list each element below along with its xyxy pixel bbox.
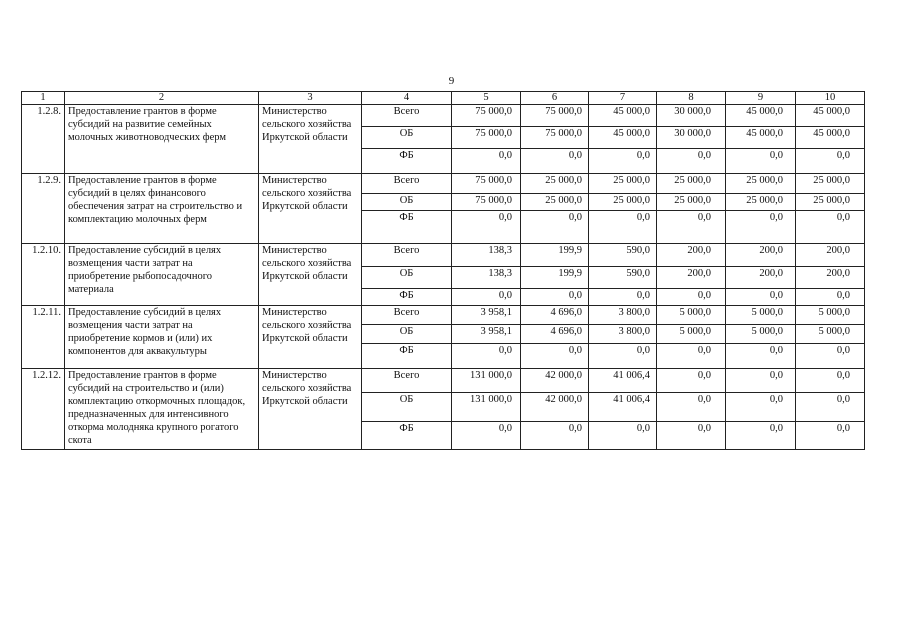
amount-cell: 0,0 <box>657 393 726 422</box>
amount-cell: 0,0 <box>726 289 796 306</box>
amount-cell: 0,0 <box>452 149 521 174</box>
amount-cell: 0,0 <box>657 369 726 393</box>
amount-cell: 0,0 <box>726 369 796 393</box>
table-row <box>22 244 865 267</box>
amount-cell: 5 000,0 <box>726 306 796 325</box>
item-name: Предоставление грантов в форме субсидий на строительство и (или) комплектацию откормочных площадок, предназначенных для интенсивного откорма молодняка крупного рогатого скота <box>65 369 259 450</box>
amount-cell: 199,9 <box>521 267 589 289</box>
funding-source: ФБ <box>362 344 452 369</box>
header-row <box>22 92 865 105</box>
column-header: 10 <box>796 92 865 105</box>
amount-cell: 0,0 <box>726 344 796 369</box>
amount-cell: 0,0 <box>589 149 657 174</box>
table-row <box>22 174 865 194</box>
amount-cell: 25 000,0 <box>521 174 589 194</box>
amount-cell: 0,0 <box>796 422 865 450</box>
amount-cell: 30 000,0 <box>657 105 726 127</box>
amount-cell: 25 000,0 <box>726 194 796 211</box>
item-code: 1.2.9. <box>22 174 65 244</box>
amount-cell: 75 000,0 <box>452 127 521 149</box>
amount-cell: 0,0 <box>521 422 589 450</box>
amount-cell: 30 000,0 <box>657 127 726 149</box>
amount-cell: 138,3 <box>452 267 521 289</box>
funding-source: ОБ <box>362 325 452 344</box>
responsible-org: Министерство сельского хозяйства Иркутской области <box>259 105 362 174</box>
funding-source: ОБ <box>362 267 452 289</box>
column-header: 9 <box>726 92 796 105</box>
amount-cell: 0,0 <box>589 422 657 450</box>
table-row <box>22 369 865 393</box>
amount-cell: 200,0 <box>726 244 796 267</box>
funding-source: ФБ <box>362 422 452 450</box>
amount-cell: 25 000,0 <box>589 174 657 194</box>
amount-cell: 131 000,0 <box>452 369 521 393</box>
item-name: Предоставление грантов в форме субсидий на развитие семейных молочных животноводческих ферм <box>65 105 259 174</box>
column-header: 7 <box>589 92 657 105</box>
column-header: 4 <box>362 92 452 105</box>
amount-cell: 75 000,0 <box>521 127 589 149</box>
amount-cell: 42 000,0 <box>521 393 589 422</box>
funding-source: ФБ <box>362 149 452 174</box>
amount-cell: 0,0 <box>796 211 865 244</box>
amount-cell: 42 000,0 <box>521 369 589 393</box>
table-body <box>22 105 865 450</box>
item-name: Предоставление субсидий в целях возмещения части затрат на приобретение кормов и (или) их компонентов для аквакультуры <box>65 306 259 369</box>
amount-cell: 200,0 <box>796 267 865 289</box>
funding-source: ОБ <box>362 194 452 211</box>
item-code: 1.2.11. <box>22 306 65 369</box>
responsible-org: Министерство сельского хозяйства Иркутской области <box>259 369 362 450</box>
amount-cell: 200,0 <box>796 244 865 267</box>
item-code: 1.2.10. <box>22 244 65 306</box>
amount-cell: 5 000,0 <box>796 325 865 344</box>
column-header: 8 <box>657 92 726 105</box>
amount-cell: 45 000,0 <box>726 105 796 127</box>
amount-cell: 200,0 <box>657 244 726 267</box>
amount-cell: 590,0 <box>589 267 657 289</box>
amount-cell: 41 006,4 <box>589 369 657 393</box>
amount-cell: 75 000,0 <box>452 174 521 194</box>
amount-cell: 25 000,0 <box>657 194 726 211</box>
amount-cell: 0,0 <box>589 344 657 369</box>
item-code: 1.2.8. <box>22 105 65 174</box>
amount-cell: 4 696,0 <box>521 325 589 344</box>
item-name: Предоставление субсидий в целях возмещения части затрат на приобретение рыбопосадочного материала <box>65 244 259 306</box>
amount-cell: 0,0 <box>589 211 657 244</box>
amount-cell: 0,0 <box>452 422 521 450</box>
table-row <box>22 105 865 127</box>
amount-cell: 3 800,0 <box>589 325 657 344</box>
amount-cell: 0,0 <box>521 289 589 306</box>
amount-cell: 25 000,0 <box>796 174 865 194</box>
amount-cell: 45 000,0 <box>796 105 865 127</box>
funding-source: Всего <box>362 306 452 325</box>
funding-source: ФБ <box>362 211 452 244</box>
amount-cell: 0,0 <box>726 393 796 422</box>
amount-cell: 199,9 <box>521 244 589 267</box>
funding-source: ОБ <box>362 127 452 149</box>
amount-cell: 45 000,0 <box>589 127 657 149</box>
table-row <box>22 306 865 325</box>
amount-cell: 5 000,0 <box>726 325 796 344</box>
amount-cell: 25 000,0 <box>726 174 796 194</box>
amount-cell: 200,0 <box>726 267 796 289</box>
amount-cell: 25 000,0 <box>657 174 726 194</box>
funding-source: Всего <box>362 105 452 127</box>
program-table <box>21 91 865 450</box>
page-number: 9 <box>448 75 455 87</box>
amount-cell: 41 006,4 <box>589 393 657 422</box>
amount-cell: 138,3 <box>452 244 521 267</box>
funding-source: ОБ <box>362 393 452 422</box>
amount-cell: 5 000,0 <box>796 306 865 325</box>
amount-cell: 0,0 <box>796 393 865 422</box>
amount-cell: 0,0 <box>657 344 726 369</box>
amount-cell: 0,0 <box>452 211 521 244</box>
funding-source: Всего <box>362 174 452 194</box>
amount-cell: 590,0 <box>589 244 657 267</box>
item-code: 1.2.12. <box>22 369 65 450</box>
column-header: 3 <box>259 92 362 105</box>
amount-cell: 0,0 <box>657 211 726 244</box>
amount-cell: 75 000,0 <box>521 105 589 127</box>
amount-cell: 0,0 <box>521 149 589 174</box>
amount-cell: 0,0 <box>796 149 865 174</box>
funding-source: ФБ <box>362 289 452 306</box>
item-name: Предоставление грантов в форме субсидий в целях финансового обеспечения затрат на строительство и комплектацию молочных ферм <box>65 174 259 244</box>
column-header: 5 <box>452 92 521 105</box>
funding-source: Всего <box>362 369 452 393</box>
amount-cell: 4 696,0 <box>521 306 589 325</box>
responsible-org: Министерство сельского хозяйства Иркутской области <box>259 174 362 244</box>
amount-cell: 0,0 <box>796 369 865 393</box>
amount-cell: 0,0 <box>452 344 521 369</box>
amount-cell: 0,0 <box>521 344 589 369</box>
amount-cell: 0,0 <box>452 289 521 306</box>
amount-cell: 0,0 <box>657 289 726 306</box>
amount-cell: 25 000,0 <box>521 194 589 211</box>
amount-cell: 3 800,0 <box>589 306 657 325</box>
amount-cell: 0,0 <box>589 289 657 306</box>
funding-source: Всего <box>362 244 452 267</box>
amount-cell: 0,0 <box>521 211 589 244</box>
amount-cell: 0,0 <box>657 149 726 174</box>
amount-cell: 131 000,0 <box>452 393 521 422</box>
amount-cell: 0,0 <box>726 149 796 174</box>
amount-cell: 25 000,0 <box>589 194 657 211</box>
responsible-org: Министерство сельского хозяйства Иркутской области <box>259 244 362 306</box>
amount-cell: 3 958,1 <box>452 325 521 344</box>
amount-cell: 45 000,0 <box>589 105 657 127</box>
column-header: 1 <box>22 92 65 105</box>
amount-cell: 5 000,0 <box>657 325 726 344</box>
column-header: 6 <box>521 92 589 105</box>
amount-cell: 0,0 <box>657 422 726 450</box>
amount-cell: 3 958,1 <box>452 306 521 325</box>
responsible-org: Министерство сельского хозяйства Иркутской области <box>259 306 362 369</box>
amount-cell: 25 000,0 <box>796 194 865 211</box>
amount-cell: 45 000,0 <box>726 127 796 149</box>
amount-cell: 0,0 <box>726 211 796 244</box>
amount-cell: 0,0 <box>726 422 796 450</box>
column-header: 2 <box>65 92 259 105</box>
amount-cell: 45 000,0 <box>796 127 865 149</box>
amount-cell: 0,0 <box>796 289 865 306</box>
amount-cell: 0,0 <box>796 344 865 369</box>
amount-cell: 75 000,0 <box>452 194 521 211</box>
amount-cell: 200,0 <box>657 267 726 289</box>
amount-cell: 5 000,0 <box>657 306 726 325</box>
amount-cell: 75 000,0 <box>452 105 521 127</box>
